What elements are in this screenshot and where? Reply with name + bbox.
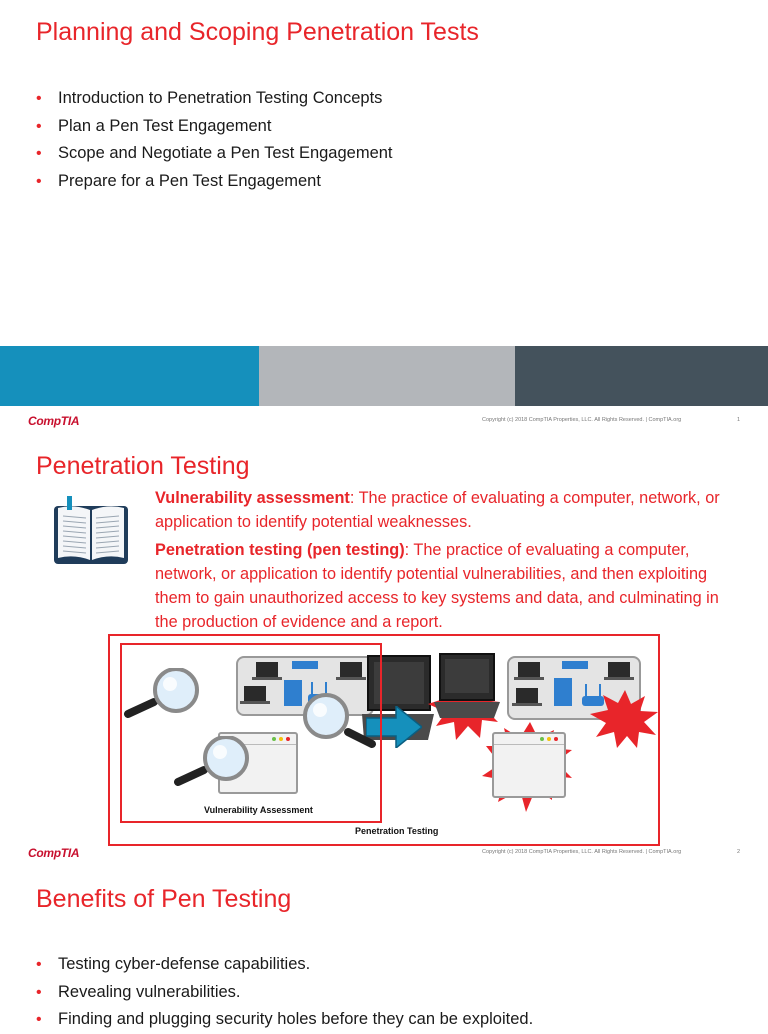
comptia-logo: CompTIA	[28, 846, 80, 860]
definition-term: Penetration testing (pen testing)	[155, 541, 405, 559]
compromised-window	[492, 732, 566, 798]
window-dot-green	[540, 737, 544, 741]
list-item: • Testing cyber-defense capabilities.	[36, 951, 533, 979]
bullet-icon: •	[36, 1011, 42, 1028]
bullet-icon: •	[36, 117, 42, 135]
slide-3-title: Benefits of Pen Testing	[36, 885, 292, 913]
color-band-blue	[0, 346, 259, 406]
vulnerability-assessment-box	[120, 643, 382, 823]
list-item: • Plan a Pen Test Engagement	[36, 113, 393, 141]
definition-vulnerability-assessment	[155, 486, 740, 534]
definition-term: Vulnerability assessment	[155, 489, 350, 507]
book-icon	[52, 496, 130, 568]
list-item: • Introduction to Penetration Testing Concepts	[36, 85, 393, 113]
penetration-testing-label: Penetration Testing	[355, 826, 439, 836]
copyright-footer: Copyright (c) 2018 CompTIA Properties, LLC. All Rights Reserved. | CompTIA.org	[482, 849, 682, 855]
bullet-icon: •	[36, 90, 42, 107]
vulnerability-assessment-label: Vulnerability Assessment	[204, 805, 313, 815]
color-band-slate	[515, 346, 768, 406]
comptia-logo: CompTIA	[28, 414, 80, 428]
list-item: • Scope and Negotiate a Pen Test Engagement	[36, 140, 393, 168]
page-number: 1	[737, 417, 741, 423]
list-item: • Finding and plugging security holes before they can be exploited.	[36, 1006, 533, 1034]
slide-2-title: Penetration Testing	[36, 452, 250, 480]
slide-1-bullet-list	[36, 85, 393, 195]
bullet-icon: •	[36, 172, 42, 190]
definition-text: : The practice of evaluating a computer, network, or application to identify potential weaknesses.	[155, 489, 720, 531]
bullet-icon: •	[36, 983, 42, 1001]
bullet-icon: •	[36, 956, 42, 973]
bullet-icon: •	[36, 145, 42, 162]
window-dot-yellow	[547, 737, 551, 741]
window-titlebar	[494, 734, 564, 745]
color-band-gray	[259, 346, 515, 406]
definition-text: : The practice of evaluating a computer, network, or application to identify potential vulnerabilities, and then exploiting them to gain unauthorized access to key systems and data, and culminating in the production of evidence and a report.	[155, 541, 719, 631]
slide-3-bullet-list	[36, 951, 533, 1034]
network-devices-icon	[510, 658, 638, 714]
copyright-footer: Copyright (c) 2018 CompTIA Properties, LLC. All Rights Reserved. | CompTIA.org	[482, 417, 682, 423]
window-dot-red	[554, 737, 558, 741]
definition-penetration-testing	[155, 538, 745, 634]
slide-1-title: Planning and Scoping Penetration Tests	[36, 18, 479, 46]
list-item: • Revealing vulnerabilities.	[36, 979, 533, 1007]
page-number: 2	[737, 849, 741, 855]
list-item: • Prepare for a Pen Test Engagement	[36, 168, 393, 196]
